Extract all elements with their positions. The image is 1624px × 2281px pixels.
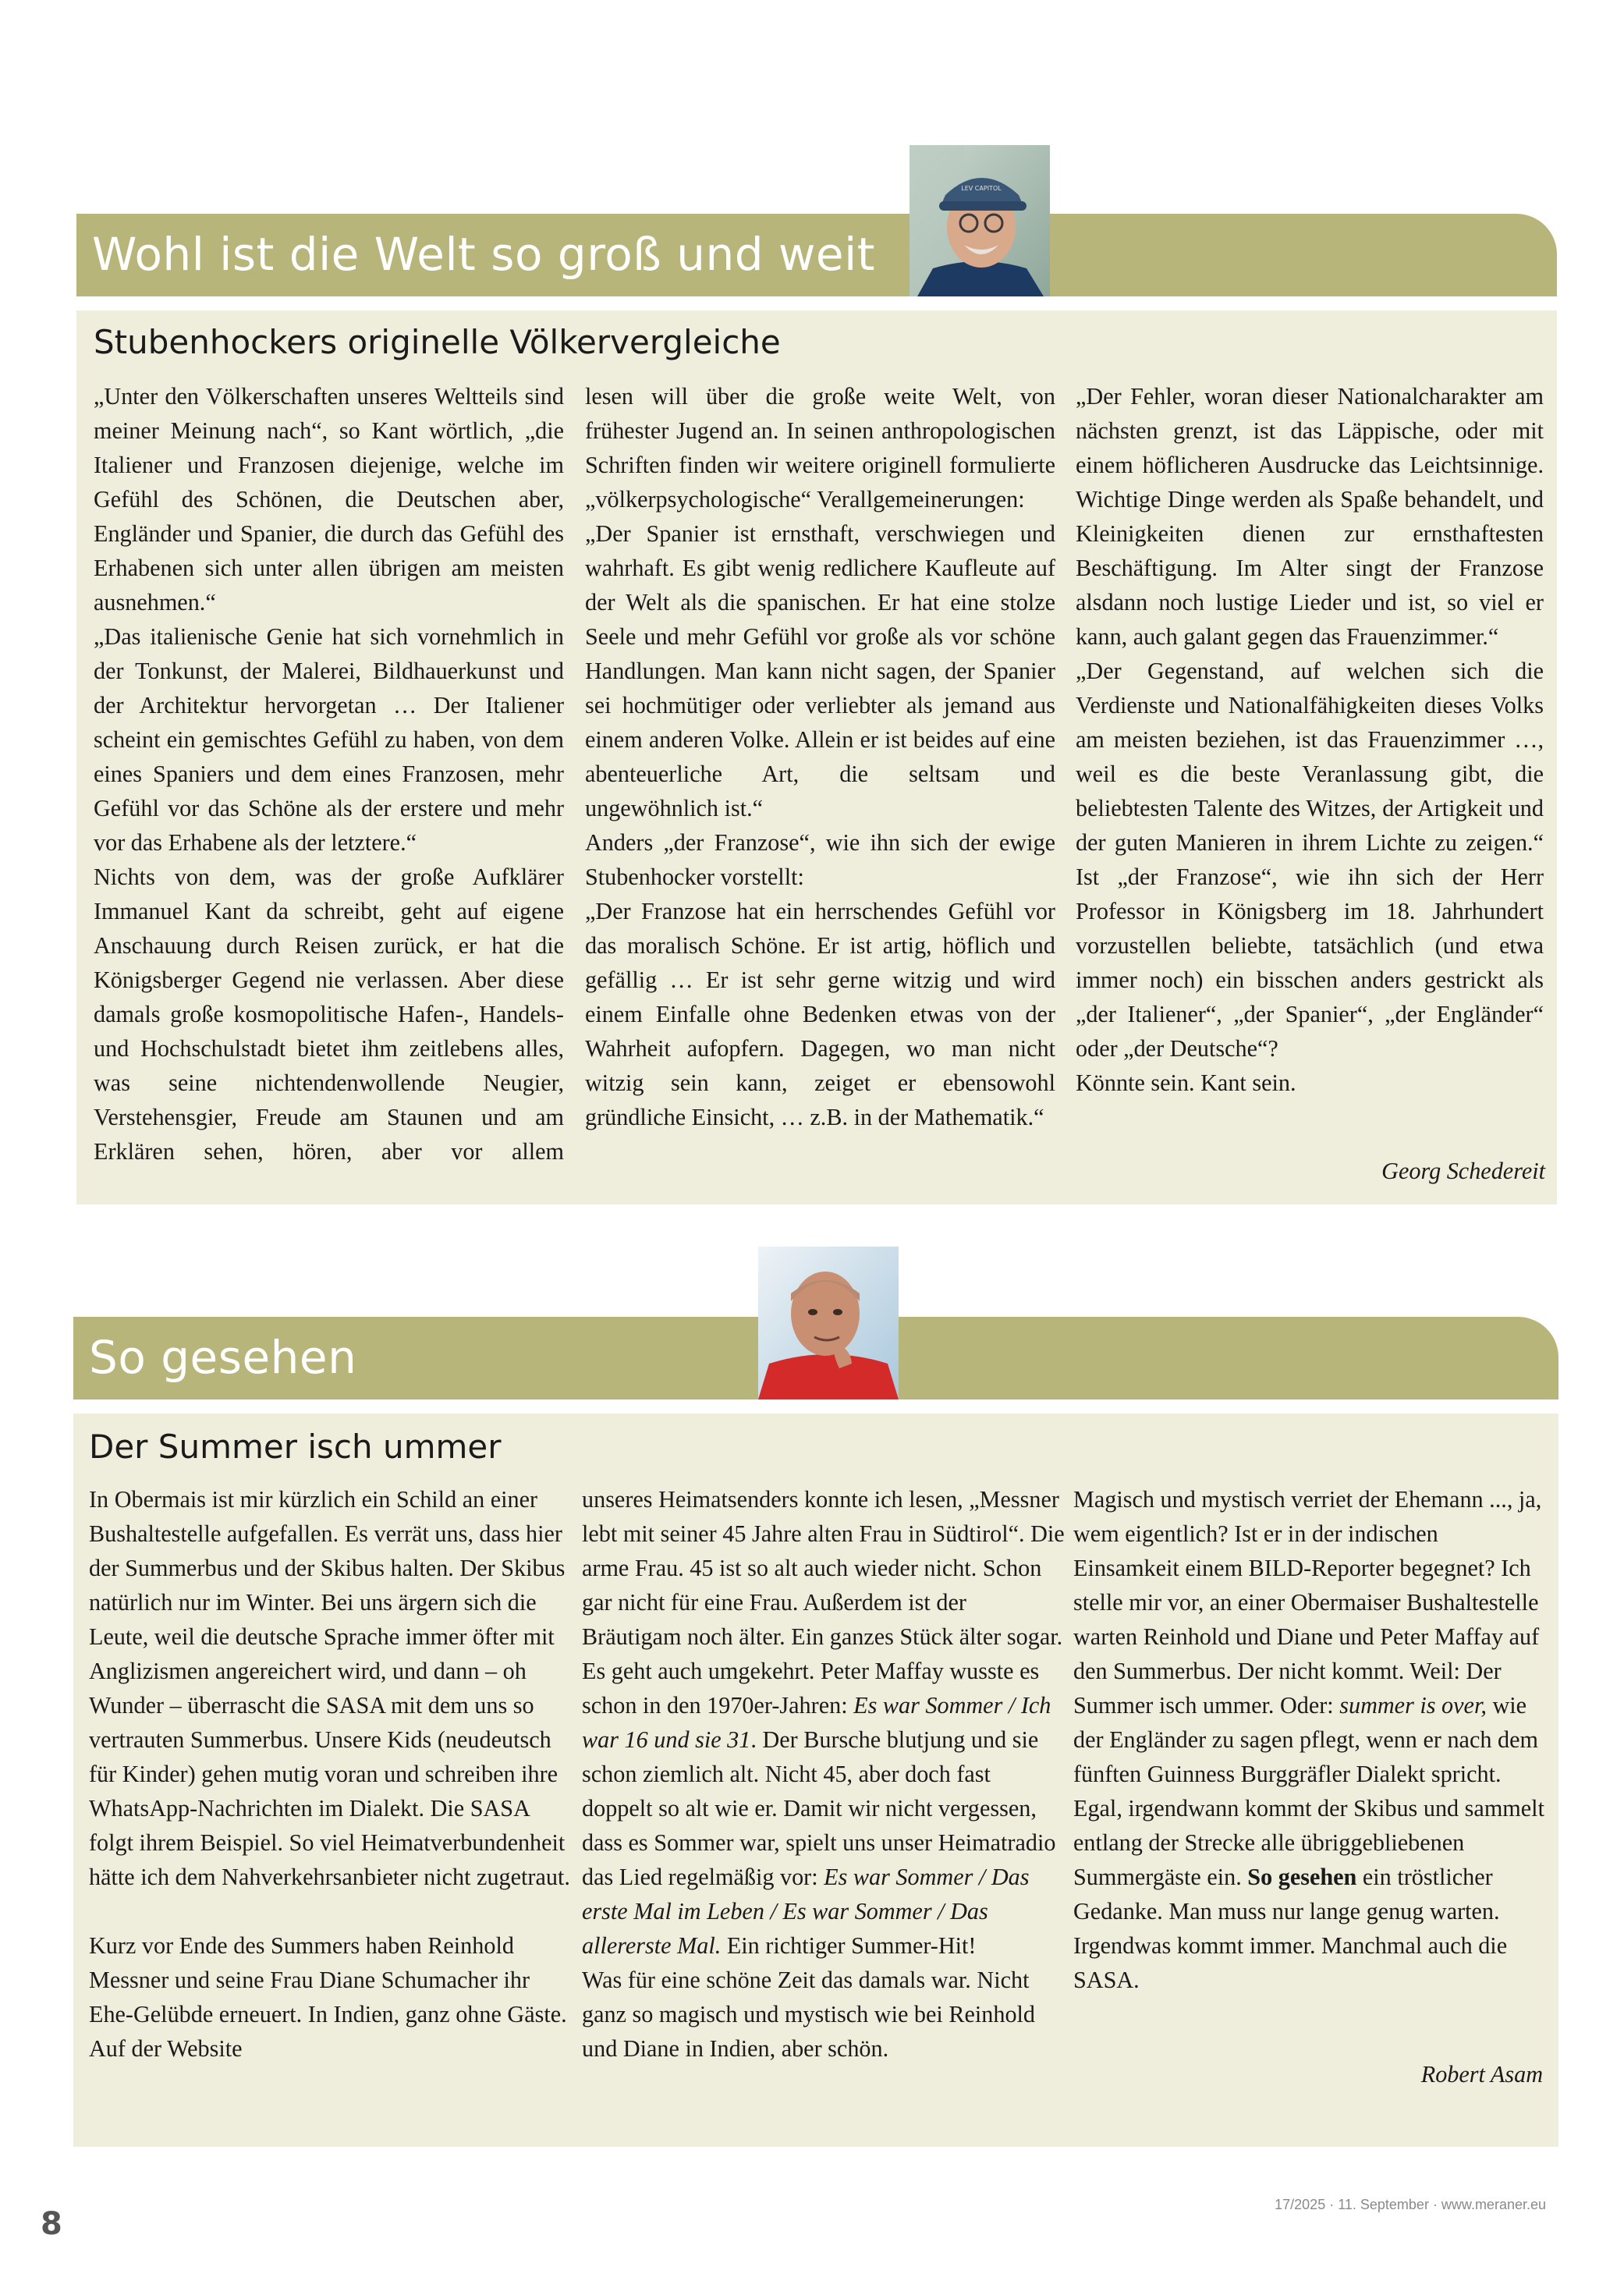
article1-paragraph: „Der Fehler, woran dieser Nationalcharakter am nächsten grenzt, ist das Läppische, oder mit einem höflicheren Ausdrucke das Leichtsinnige. Wichtige Dinge werden als Spaße behandelt, und Kleinigkeiten dienen zur ernsthaftesten Beschäftigung. Im Alter singt der Franzose alsdann noch lustige Lieder und ist, so viel er kann, auch galant gegen das Frauenzimmer.“ xyxy=(1076,383,1544,650)
article2-panel xyxy=(73,1414,1558,2147)
article2-paragraph: Was für eine schöne Zeit das damals war. Nicht ganz so magisch und mystisch wie bei Reinhold und Diane in Indien, aber schön. xyxy=(582,1967,1036,2062)
article1-banner-title: Wohl ist die Welt so groß und weit xyxy=(92,228,875,281)
article2-text: . Der Bursche blutjung und sie schon ziemlich alt. Nicht 45, aber doch fast doppelt so alt wie er. Damit wir nicht vergessen, dass es Sommer war, spielt uns unser Heimatradio das Lied regelmäßig vor: xyxy=(582,1726,1056,1890)
article2-english-quote: summer is over, xyxy=(1339,1692,1487,1719)
article1-paragraph: „Unter den Völkerschaften unseres Weltteils sind meiner Meinung nach“, so Kant wörtlich, „die Italiener und Franzosen diejenige, welche im Gefühl des Schönen, die Deutschen aber, Engländer und Spanier, die durch das Gefühl des Erhabenen sich unter allen übrigen am meisten ausnehmen.“ xyxy=(94,383,564,615)
article2-paragraph: Kurz vor Ende des Summers haben Reinhold Messner und seine Frau Diane Schumacher ihr Ehe-Gelübde erneuert. In Indien, ganz ohne Gäste. Auf der Website xyxy=(89,1932,567,2062)
article1-banner xyxy=(76,214,1557,296)
article2-text: Ein richtiger Summer-Hit! xyxy=(721,1932,977,1959)
article2-paragraph xyxy=(582,1482,1066,1963)
article1-column-2 xyxy=(585,379,1055,1134)
author-photo-2 xyxy=(758,1247,899,1399)
article2-song-quote: Es war Sommer / Das erste Mal im Leben / Es war Sommer / Das allererste Mal. xyxy=(582,1864,1030,1959)
article1-paragraph: „Der Franzose hat ein herrschendes Gefühl vor das moralisch Schöne. Er ist artig, höflich und gefällig … Er ist sehr gerne witzig und wird einem Einfalle ohne Bedenken etwas von der Wahrheit aufopfern. Dagegen, wo man nicht witzig sein kann, zeiget er ebensowohl gründliche Einsicht, … z.B. in der Mathematik.“ xyxy=(585,898,1055,1130)
article1-column-3 xyxy=(1076,379,1544,1100)
svg-text:LEV CAPITOL: LEV CAPITOL xyxy=(961,185,1002,192)
article2-column-2 xyxy=(582,1482,1066,2066)
article2-banner-title: So gesehen xyxy=(89,1331,357,1384)
article2-text: unseres Heimatsenders konnte ich lesen, „Messner lebt mit seiner 45 Jahre alten Frau in Südtirol“. Die arme Frau. 45 ist so alt auch wieder nicht. Schon gar nicht für eine Frau. Außerdem ist der Bräutigam noch älter. Ein ganzes Stück älter sogar. Es geht auch umgekehrt. Peter Maffay wusste es schon in den 1970er-Jahren: xyxy=(582,1486,1065,1719)
page-number: 8 xyxy=(41,2206,62,2242)
article1-paragraph: Nichts von dem, was der große Aufklärer Immanuel Kant da schreibt, geht auf eigene Anschauung durch Reisen zurück, er hat die Königsberger Gegend nie verlassen. Aber diese damals große kosmopolitische Hafen-, Handels- und Hochschulstadt bietet ihm zeitlebens alles, was seine nichtendenwollende Neugier, Verstehensgier, Freude am Staunen und am Erklären sehen, hören, aber vor allem xyxy=(94,864,564,1165)
article1-paragraph: „Der Spanier ist ernsthaft, verschwiegen und wahrhaft. Es gibt wenig redlichere Kaufleute auf der Welt als die spanischen. Er hat eine stolze Seele und mehr Gefühl vor große als vor schöne Handlungen. Man kann nicht sagen, der Spanier sei hochmütiger oder verliebter als jemand aus einem anderen Volke. Allein er ist beides auf eine abenteuerliche Art, die seltsam und ungewöhnlich ist.“ xyxy=(585,520,1055,821)
article2-song-quote: Es war Sommer / Ich war 16 und sie 31 xyxy=(582,1692,1051,1753)
article2-text: wie der Engländer zu sagen pflegt, wenn er nach dem fünften Guinness Burggräfler Dialekt spricht. Egal, irgendwann kommt der Skibus und sammelt entlang der Strecke alle übriggebliebenen Summergäste ein. xyxy=(1073,1692,1544,1890)
article2-text: Magisch und mystisch verriet der Ehemann ..., ja, wem eigentlich? Ist er in der indischen Einsamkeit einem BILD-Reporter begegnet? Ich stelle mir vor, an einer Obermaiser Bushaltestelle warten Reinhold und Diane und Peter Maffay auf den Summerbus. Der nicht kommt. Weil: Der Summer isch ummer. Oder: xyxy=(1073,1486,1542,1719)
article2-author: Robert Asam xyxy=(1420,2061,1543,2088)
article2-column-1 xyxy=(89,1482,573,2066)
article1-paragraph: „Der Gegenstand, auf welchen sich die Verdienste und Nationalfähigkeiten dieses Volks am meisten beziehen, ist das Frauenzimmer …, weil es die beste Veranlassung gibt, die beliebtesten Talente des Witzes, der Artigkeit und der guten Manieren in ihrem Lichte zu zeigen.“ Ist „der Franzose“, wie ihn sich der Herr Professor in Königsberg im 18. Jahrhundert vorzustellen beliebte, tatsächlich (und etwa immer noch) ein bisschen anders gestrickt als „der Italiener“, „der Spanier“, „der Engländer“ oder „der Deutsche“? xyxy=(1076,658,1544,1062)
article2-column-3 xyxy=(1073,1482,1549,1997)
article1-paragraph: Anders „der Franzose“, wie ihn sich der ewige Stubenhocker vorstellt: xyxy=(585,829,1055,890)
article2-subtitle: Der Summer isch ummer xyxy=(89,1428,502,1466)
article1-column-1 xyxy=(94,379,564,1169)
article2-text: ein tröstlicher Gedanke. Man muss nur lange genug warten. Irgendwas kommt immer. Manchmal auch die SASA. xyxy=(1073,1864,1508,1993)
article2-paragraph: In Obermais ist mir kürzlich ein Schild an einer Bushaltestelle aufgefallen. Es verrät uns, dass hier der Summerbus und der Skibus halten. Der Skibus natürlich nur im Winter. Bei uns ärgern sich die Leute, weil die deutsche Sprache immer öfter mit Anglizismen angereichert wird, und dann – oh Wunder – überrascht die SASA mit dem uns so vertrauten Summerbus. Unsere Kids (neudeutsch für Kinder) gehen mutig voran und schreiben ihre WhatsApp-Nachrichten im Dialekt. Die SASA folgt ihrem Beispiel. So viel Heimatverbundenheit hätte ich dem Nahverkehrsanbieter nicht zugetraut. xyxy=(89,1486,570,1890)
article1-author: Georg Schedereit xyxy=(1381,1158,1545,1184)
article1-paragraph: „Das italienische Genie hat sich vornehmlich in der Tonkunst, der Malerei, Bildhauerkunst und der Architektur hervorgetan … Der Italiener scheint ein gemischtes Gefühl zu haben, von dem eines Spaniers und dem eines Franzosen, mehr Gefühl vor das Schöne als der erstere und mehr vor das Erhabene als der letztere.“ xyxy=(94,623,564,856)
article1-subtitle: Stubenhockers originelle Völkervergleiche xyxy=(94,323,781,361)
article1-panel xyxy=(76,310,1557,1204)
author-photo-1 xyxy=(910,145,1050,296)
article2-column-name: So gesehen xyxy=(1247,1864,1357,1890)
article1-paragraph: Könnte sein. Kant sein. xyxy=(1076,1070,1296,1096)
article2-paragraph xyxy=(1073,1482,1549,1997)
article1-paragraph: lesen will über die große weite Welt, von frühester Jugend an. In seinen anthropologischen Schriften finden wir weitere originell formulierte „völkerpsychologische“ Verallgemeinerungen: xyxy=(585,383,1055,513)
footer-issue-info: 17/2025 · 11. September · www.meraner.eu xyxy=(1275,2197,1546,2212)
